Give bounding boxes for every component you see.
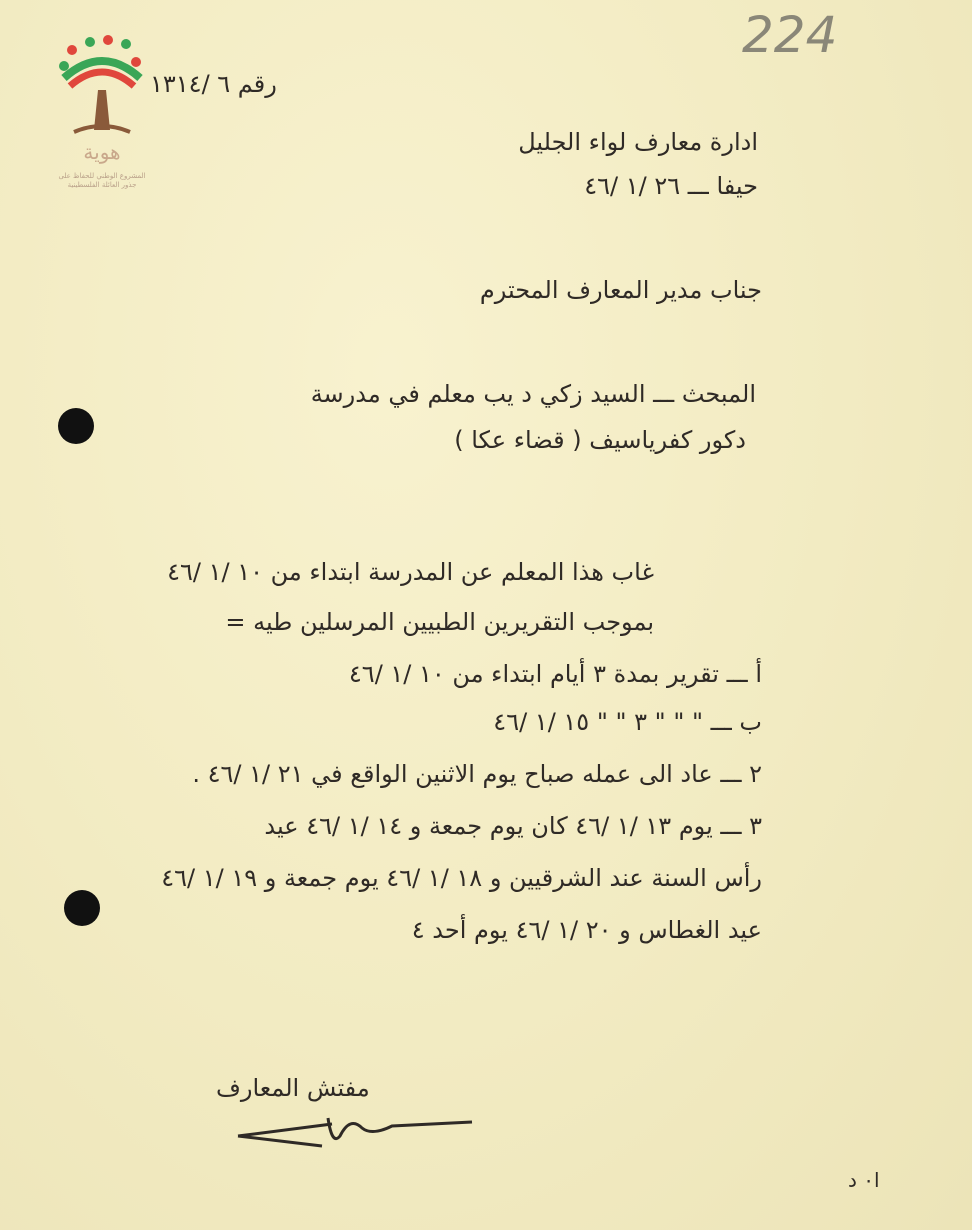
body-item-2: ٢ ـــ عاد الى عمله صباح يوم الاثنين الواقع في ٢١ /١ /٤٦ .	[192, 760, 762, 788]
body-item-3: ٣ ـــ يوم ١٣ /١ /٤٦ كان يوم جمعة و ١٤ /١ /٤٦ عيد	[264, 812, 762, 840]
logo-name: هوية	[83, 140, 121, 164]
body-item-a: أ ـــ تقرير بمدة ٣ أيام ابتداء من ١٠ /١ /٤٦	[348, 660, 762, 688]
punch-hole-bottom	[64, 890, 100, 926]
page-number: 224	[742, 6, 838, 64]
body-line-1: غاب هذا المعلم عن المدرسة ابتداء من ١٠ /١ /٤٦	[167, 558, 654, 586]
subject-line-2: دكور كفرياسيف ( قضاء عكا )	[454, 426, 746, 454]
body-item-b: ب ـــ " " " ٣ " " ١٥ /١ /٤٦	[493, 708, 762, 736]
addressee: جناب مدير المعارف المحترم	[479, 276, 762, 304]
reference-number: رقم ٦ /١٣١٤	[150, 70, 277, 98]
subject-line-1: المبحث ـــ السيد زكي د يب معلم في مدرسة	[310, 380, 756, 408]
logo-tagline: المشروع الوطني للحفاظ على جذور العائلة الفلسطينية	[58, 172, 146, 189]
sender-place-date: حيفا ـــ ٢٦ /١ /٤٦	[584, 172, 758, 200]
body-item-3-end: عيد الغطاس و ٢٠ /١ /٤٦ يوم أحد ٤	[411, 916, 762, 944]
signature-title: مفتش المعارف	[216, 1074, 370, 1102]
sender-office: ادارة معارف لواء الجليل	[518, 128, 758, 156]
footer-initials: ا٠ د	[848, 1168, 880, 1192]
body-item-3-continued: رأس السنة عند الشرقيين و ١٨ /١ /٤٦ يوم جمعة و ١٩ /١ /٤٦	[161, 864, 762, 892]
handwritten-signature-icon	[232, 1106, 482, 1156]
punch-hole-top	[58, 408, 94, 444]
body-line-2: بموجب التقريرين الطبيين المرسلين طيه =	[225, 608, 654, 636]
